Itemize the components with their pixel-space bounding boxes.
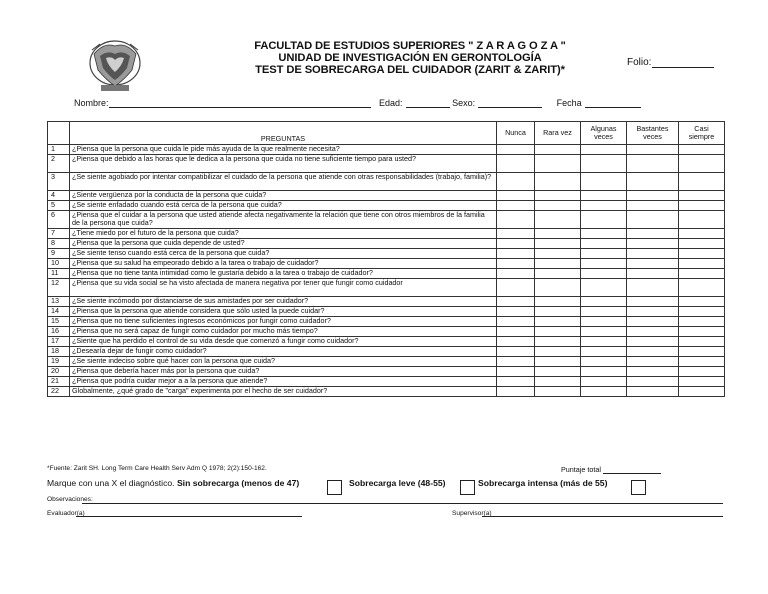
answer-cell[interactable]: [497, 337, 535, 347]
question-text: ¿Desearía dejar de fungir como cuidador?: [70, 347, 497, 357]
answer-cell[interactable]: [581, 249, 627, 259]
question-number: 22: [48, 387, 70, 397]
answer-cell[interactable]: [627, 249, 679, 259]
question-text: ¿Se siente tenso cuando está cerca de la persona que cuida?: [70, 249, 497, 259]
answer-cell[interactable]: [581, 279, 627, 297]
answer-cell[interactable]: [581, 367, 627, 377]
answer-cell[interactable]: [627, 211, 679, 229]
observaciones-line[interactable]: [82, 503, 723, 504]
table-row: [48, 367, 725, 377]
answer-cell[interactable]: [497, 229, 535, 239]
answer-cell[interactable]: [497, 279, 535, 297]
table-row: [48, 317, 725, 327]
opt-intensa-checkbox[interactable]: [631, 480, 646, 495]
answer-cell[interactable]: [627, 347, 679, 357]
question-text: ¿Piensa que no será capaz de fungir como cuidador por mucho más tiempo?: [70, 327, 497, 337]
answer-cell[interactable]: [679, 173, 725, 191]
answer-cell[interactable]: [627, 327, 679, 337]
table-row: [48, 145, 725, 155]
answer-cell[interactable]: [679, 357, 725, 367]
supervisor-line[interactable]: [482, 516, 723, 517]
answer-cell[interactable]: [535, 307, 581, 317]
sexo-line[interactable]: [478, 99, 542, 108]
table-row: [48, 297, 725, 307]
answer-cell[interactable]: [497, 387, 535, 397]
answer-cell[interactable]: [627, 337, 679, 347]
answer-cell[interactable]: [581, 337, 627, 347]
table-row: [48, 259, 725, 269]
answer-cell[interactable]: [627, 155, 679, 173]
col-header: Rara vez: [535, 122, 581, 145]
identification-row: [74, 98, 641, 108]
answer-cell[interactable]: [581, 297, 627, 307]
answer-cell[interactable]: [535, 201, 581, 211]
question-number: 7: [48, 229, 70, 239]
document-header: [230, 40, 590, 76]
opt-sin-sobrecarga-label: Sin sobrecarga (menos de 47): [176, 478, 300, 488]
answer-cell[interactable]: [679, 337, 725, 347]
question-number: 4: [48, 191, 70, 201]
answer-cell[interactable]: [581, 269, 627, 279]
folio-field[interactable]: [627, 57, 714, 68]
puntaje-total: [561, 465, 661, 474]
answer-cell[interactable]: [535, 327, 581, 337]
answer-cell[interactable]: [535, 145, 581, 155]
answer-cell[interactable]: [679, 269, 725, 279]
answer-cell[interactable]: [679, 377, 725, 387]
table-row: [48, 279, 725, 297]
question-text: ¿Se siente agobiado por intentar compatibilizar el cuidado de la persona que atiende con otras responsabilidades (trabajo, familia)?: [70, 173, 497, 191]
question-text: ¿Se siente enfadado cuando está cerca de la persona que cuida?: [70, 201, 497, 211]
question-text: ¿Se siente indeciso sobre qué hacer con la persona que cuida?: [70, 357, 497, 367]
table-row: [48, 191, 725, 201]
answer-cell[interactable]: [627, 297, 679, 307]
question-number: 10: [48, 259, 70, 269]
question-number: 20: [48, 367, 70, 377]
question-text: ¿Tiene miedo por el futuro de la persona que cuida?: [70, 229, 497, 239]
answer-cell[interactable]: [679, 367, 725, 377]
answer-cell[interactable]: [497, 249, 535, 259]
answer-cell[interactable]: [581, 357, 627, 367]
answer-cell[interactable]: [679, 279, 725, 297]
answer-cell[interactable]: [627, 259, 679, 269]
question-text: ¿Piensa que debido a las horas que le dedica a la persona que cuida no tiene suficiente tiempo para usted?: [70, 155, 497, 173]
question-text: ¿Piensa que no tiene tanta intimidad como le gustaría debido a la tarea o trabajo de cuidador?: [70, 269, 497, 279]
edad-line[interactable]: [406, 99, 450, 108]
table-row: [48, 249, 725, 259]
answer-cell[interactable]: [535, 387, 581, 397]
answer-cell[interactable]: [535, 211, 581, 229]
question-number: 3: [48, 173, 70, 191]
sexo-label: Sexo:: [452, 98, 476, 108]
answer-cell[interactable]: [679, 211, 725, 229]
answer-cell[interactable]: [679, 317, 725, 327]
table-row: [48, 173, 725, 191]
fecha-line[interactable]: [585, 99, 641, 108]
answer-cell[interactable]: [581, 173, 627, 191]
question-number: 14: [48, 307, 70, 317]
question-text: ¿Piensa que su vida social se ha visto afectada de manera negativa por tener que fungir como cuidador: [70, 279, 497, 297]
answer-cell[interactable]: [535, 367, 581, 377]
answer-cell[interactable]: [627, 307, 679, 317]
answer-cell[interactable]: [497, 173, 535, 191]
question-text: ¿Piensa que su salud ha empeorado debido a la tarea o trabajo de cuidador?: [70, 259, 497, 269]
question-number: 21: [48, 377, 70, 387]
table-row: [48, 327, 725, 337]
answer-cell[interactable]: [535, 297, 581, 307]
folio-label: Folio:: [627, 57, 652, 68]
answer-cell[interactable]: [627, 173, 679, 191]
answer-cell[interactable]: [627, 367, 679, 377]
question-number: 9: [48, 249, 70, 259]
answer-cell[interactable]: [535, 173, 581, 191]
diag-instruction: Marque con una X el diagnóstico.: [47, 478, 175, 488]
table-row: [48, 155, 725, 173]
answer-cell[interactable]: [627, 145, 679, 155]
puntaje-label: Puntaje total: [561, 465, 601, 474]
table-row: [48, 239, 725, 249]
opt-intensa-label: Sobrecarga intensa (más de 55): [478, 478, 608, 488]
answer-cell[interactable]: [581, 327, 627, 337]
answer-cell[interactable]: [627, 191, 679, 201]
answer-cell[interactable]: [581, 155, 627, 173]
opt-leve-checkbox[interactable]: [460, 480, 475, 495]
table-header-row: [48, 122, 725, 145]
question-text: ¿Siente vergüenza por la conducta de la persona que cuida?: [70, 191, 497, 201]
evaluador-line[interactable]: [76, 516, 302, 517]
table-row: [48, 347, 725, 357]
answer-cell[interactable]: [679, 297, 725, 307]
edad-label: Edad:: [379, 98, 403, 108]
table-row: [48, 337, 725, 347]
answer-cell[interactable]: [497, 155, 535, 173]
col-header: Nunca: [497, 122, 535, 145]
table-row: [48, 229, 725, 239]
answer-cell[interactable]: [679, 327, 725, 337]
answer-cell[interactable]: [581, 317, 627, 327]
answer-cell[interactable]: [535, 259, 581, 269]
question-text: ¿Piensa que la persona que cuida depende de usted?: [70, 239, 497, 249]
faculty-title: FACULTAD DE ESTUDIOS SUPERIORES " Z A R A G O Z A ": [254, 40, 566, 52]
answer-cell[interactable]: [497, 259, 535, 269]
table-row: [48, 307, 725, 317]
answer-cell[interactable]: [581, 387, 627, 397]
answer-cell[interactable]: [679, 259, 725, 269]
supervisor-label: Supervisor(a): [452, 510, 492, 517]
answer-cell[interactable]: [581, 211, 627, 229]
answer-cell[interactable]: [497, 327, 535, 337]
answer-cell[interactable]: [497, 317, 535, 327]
source-note: *Fuente: Zarit SH. Long Term Care Health Serv Adm Q 1978; 2(2):150-162.: [47, 465, 267, 472]
answer-cell[interactable]: [679, 155, 725, 173]
answer-cell[interactable]: [535, 239, 581, 249]
table-row: [48, 211, 725, 229]
question-number: 8: [48, 239, 70, 249]
folio-line[interactable]: [652, 58, 714, 68]
col-header: Casi siempre: [679, 122, 725, 145]
opt-sin-sobrecarga-checkbox[interactable]: [327, 480, 342, 495]
answer-cell[interactable]: [679, 239, 725, 249]
questions-table: [47, 121, 725, 397]
question-number: 19: [48, 357, 70, 367]
table-row: [48, 377, 725, 387]
answer-cell[interactable]: [581, 201, 627, 211]
answer-cell[interactable]: [497, 347, 535, 357]
question-text: ¿Piensa que el cuidar a la persona que usted atiende afecta negativamente la relación que tiene con otros miembros de la familia de la persona que cuida?: [70, 211, 497, 229]
question-number: 2: [48, 155, 70, 173]
question-text: ¿Siente que ha perdido el control de su vida desde que comenzó a fungir como cuidador?: [70, 337, 497, 347]
question-number: 6: [48, 211, 70, 229]
number-header: [48, 122, 70, 145]
answer-cell[interactable]: [535, 249, 581, 259]
question-text: ¿Piensa que la persona que cuida le pide más ayuda de la que realmente necesita?: [70, 145, 497, 155]
answer-cell[interactable]: [679, 145, 725, 155]
answer-cell[interactable]: [535, 155, 581, 173]
answer-cell[interactable]: [581, 145, 627, 155]
col-header: Algunas veces: [581, 122, 627, 145]
answer-cell[interactable]: [535, 229, 581, 239]
table-row: [48, 387, 725, 397]
opt-leve-label: Sobrecarga leve (48-55): [349, 478, 446, 488]
answer-cell[interactable]: [679, 387, 725, 397]
question-number: 18: [48, 347, 70, 357]
fecha-label: Fecha: [556, 98, 582, 108]
answer-cell[interactable]: [497, 357, 535, 367]
answer-cell[interactable]: [581, 347, 627, 357]
answer-cell[interactable]: [497, 269, 535, 279]
question-number: 12: [48, 279, 70, 297]
answer-cell[interactable]: [497, 307, 535, 317]
answer-cell[interactable]: [497, 377, 535, 387]
observaciones-label: Observaciones:: [47, 496, 93, 503]
answer-cell[interactable]: [535, 317, 581, 327]
answer-cell[interactable]: [679, 249, 725, 259]
preguntas-header: PREGUNTAS: [70, 122, 497, 145]
evaluador-label: Evaluador(a): [47, 510, 85, 517]
answer-cell[interactable]: [679, 347, 725, 357]
answer-cell[interactable]: [627, 239, 679, 249]
answer-cell[interactable]: [497, 211, 535, 229]
question-number: 13: [48, 297, 70, 307]
question-number: 15: [48, 317, 70, 327]
answer-cell[interactable]: [535, 377, 581, 387]
answer-cell[interactable]: [627, 377, 679, 387]
question-text: ¿Piensa que no tiene suficientes ingresos económicos por fungir como cuidador?: [70, 317, 497, 327]
answer-cell[interactable]: [679, 191, 725, 201]
test-title: TEST DE SOBRECARGA DEL CUIDADOR (ZARIT & ZARIT)*: [255, 64, 565, 76]
unit-title: UNIDAD DE INVESTIGACIÓN EN GERONTOLOGÍA: [278, 52, 542, 64]
answer-cell[interactable]: [627, 357, 679, 367]
nombre-label: Nombre:: [74, 98, 109, 108]
answer-cell[interactable]: [535, 269, 581, 279]
answer-cell[interactable]: [535, 357, 581, 367]
answer-cell[interactable]: [497, 145, 535, 155]
answer-cell[interactable]: [535, 279, 581, 297]
answer-cell[interactable]: [679, 229, 725, 239]
answer-cell[interactable]: [497, 201, 535, 211]
answer-cell[interactable]: [679, 201, 725, 211]
answer-cell[interactable]: [627, 387, 679, 397]
answer-cell[interactable]: [581, 229, 627, 239]
answer-cell[interactable]: [627, 279, 679, 297]
answer-cell[interactable]: [581, 191, 627, 201]
answer-cell[interactable]: [627, 317, 679, 327]
answer-cell[interactable]: [627, 201, 679, 211]
answer-cell[interactable]: [535, 191, 581, 201]
question-text: ¿Piensa que la persona que atiende considera que sólo usted la puede cuidar?: [70, 307, 497, 317]
answer-cell[interactable]: [497, 367, 535, 377]
answer-cell[interactable]: [627, 229, 679, 239]
question-number: 17: [48, 337, 70, 347]
question-text: ¿Piensa que podría cuidar mejor a a la persona que atiende?: [70, 377, 497, 387]
answer-cell[interactable]: [581, 377, 627, 387]
question-number: 16: [48, 327, 70, 337]
answer-cell[interactable]: [497, 297, 535, 307]
unam-seal-logo: [86, 36, 144, 94]
table-row: [48, 357, 725, 367]
answer-cell[interactable]: [679, 307, 725, 317]
question-text: Globalmente, ¿qué grado de "carga" experimenta por el hecho de ser cuidador?: [70, 387, 497, 397]
table-row: [48, 201, 725, 211]
nombre-line[interactable]: [109, 99, 371, 108]
diagnosis-row: [47, 478, 299, 488]
table-row: [48, 269, 725, 279]
col-header: Bastantes veces: [627, 122, 679, 145]
question-number: 1: [48, 145, 70, 155]
answer-cell[interactable]: [581, 259, 627, 269]
answer-cell[interactable]: [581, 239, 627, 249]
answer-cell[interactable]: [581, 307, 627, 317]
answer-cell[interactable]: [535, 337, 581, 347]
question-number: 5: [48, 201, 70, 211]
answer-cell[interactable]: [497, 239, 535, 249]
question-text: ¿Piensa que debería hacer más por la persona que cuida?: [70, 367, 497, 377]
puntaje-line[interactable]: [603, 466, 661, 474]
answer-cell[interactable]: [497, 191, 535, 201]
answer-cell[interactable]: [627, 269, 679, 279]
answer-cell[interactable]: [535, 347, 581, 357]
question-text: ¿Se siente incómodo por distanciarse de sus amistades por ser cuidador?: [70, 297, 497, 307]
question-number: 11: [48, 269, 70, 279]
